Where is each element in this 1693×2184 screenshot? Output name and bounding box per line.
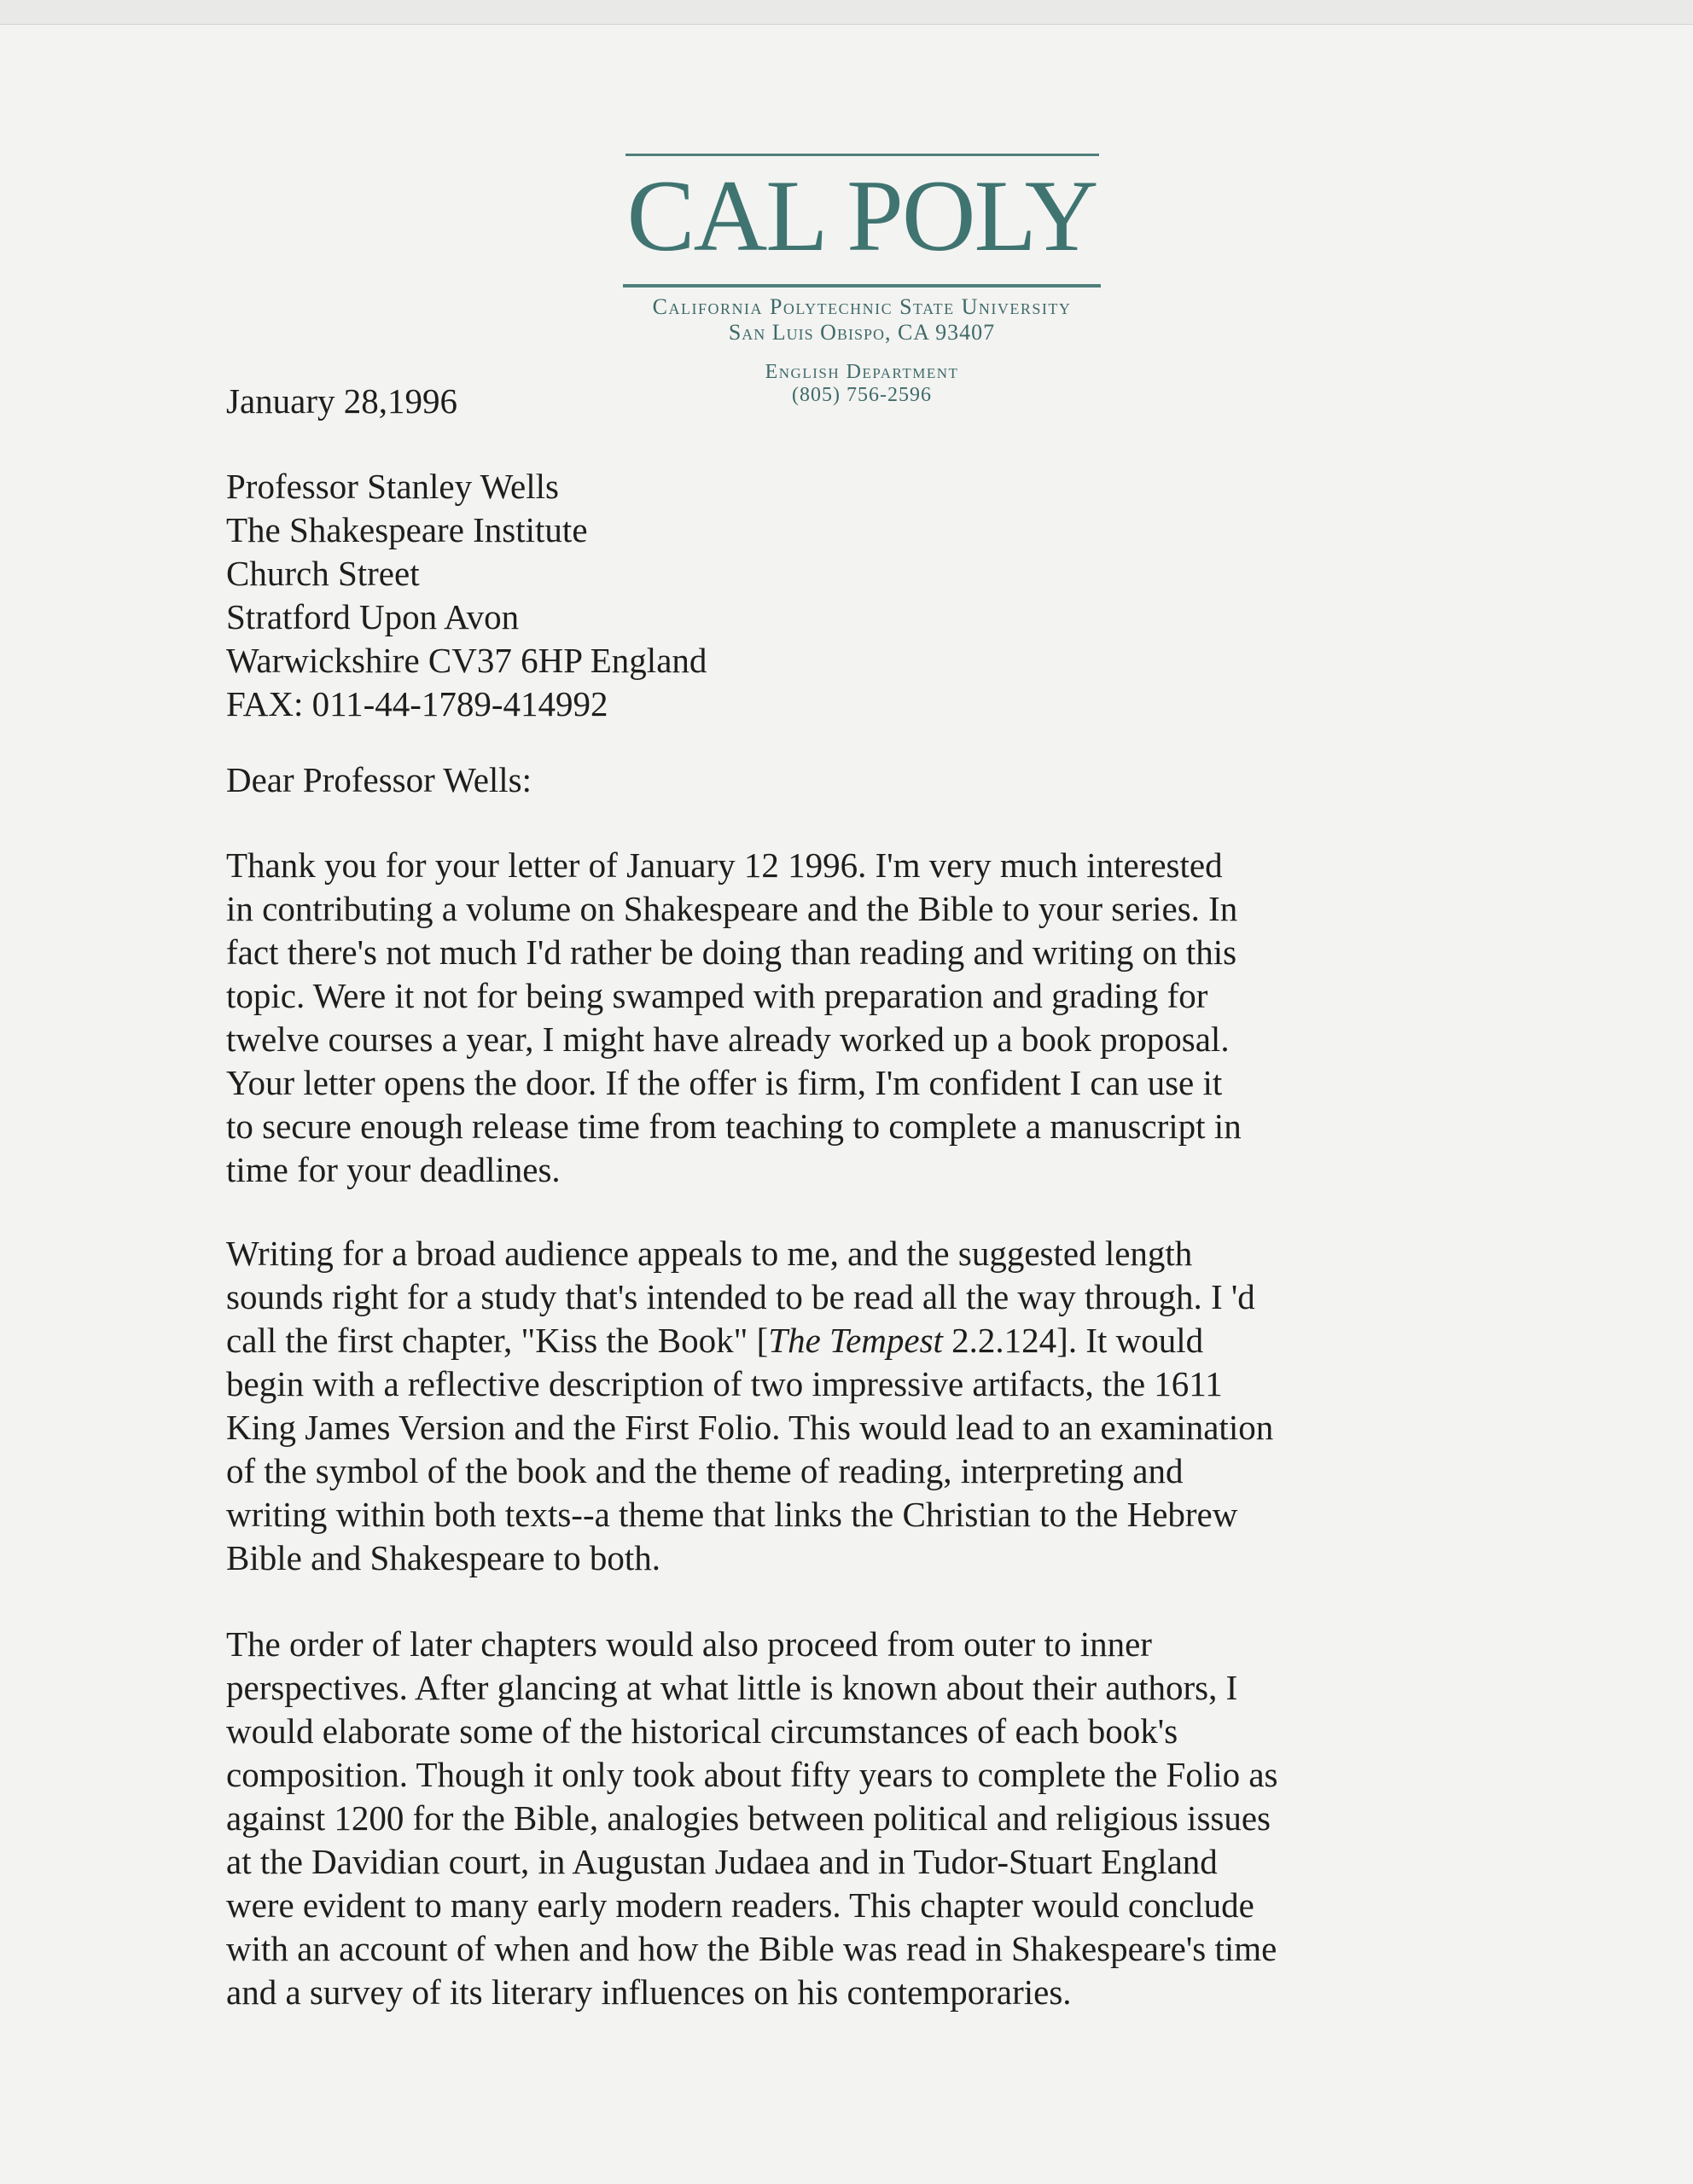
- department-name: English Department: [765, 361, 959, 383]
- recipient-line: FAX: 011-44-1789-414992: [226, 684, 608, 723]
- paragraph-line: King James Version and the First Folio. This would lead to an examination: [226, 1408, 1274, 1447]
- paragraph-line: at the Davidian court, in Augustan Judaea and in Tudor-Stuart England: [226, 1842, 1218, 1881]
- paragraph-line: twelve courses a year, I might have already worked up a book proposal.: [226, 1019, 1230, 1059]
- paragraph-line: perspectives. After glancing at what little is known about their authors, I: [226, 1668, 1238, 1707]
- paragraph-line: writing within both texts--a theme that links the Christian to the Hebrew: [226, 1495, 1238, 1534]
- paragraph-line: Thank you for your letter of January 12 1996. I'm very much interested: [226, 845, 1223, 885]
- paragraph-line: [226, 1319, 1273, 1362]
- paragraph-line: would elaborate some of the historical circumstances of each book's: [226, 1711, 1178, 1751]
- paragraph-line: fact there's not much I'd rather be doing than reading and writing on this: [226, 932, 1237, 972]
- recipient-line: Warwickshire CV37 6HP England: [226, 641, 707, 680]
- paragraph-line: composition. Though it only took about fifty years to complete the Folio as: [226, 1755, 1278, 1794]
- paragraph-3: [226, 1623, 1278, 2014]
- recipient-line: Church Street: [226, 554, 420, 593]
- paragraph-line: sounds right for a study that's intended to be read all the way through. I 'd: [226, 1277, 1255, 1316]
- letterhead-bottom-rule: [623, 284, 1101, 288]
- play-title: The Tempest: [768, 1321, 943, 1360]
- paragraph-line: with an account of when and how the Bible was read in Shakespeare's time: [226, 1929, 1277, 1968]
- paragraph-line: against 1200 for the Bible, analogies between political and religious issues: [226, 1798, 1271, 1838]
- recipient-line: Stratford Upon Avon: [226, 597, 520, 636]
- paragraph-line: and a survey of its literary influences on his contemporaries.: [226, 1972, 1072, 2012]
- letter-date: January 28,1996: [226, 381, 458, 421]
- paragraph-text: 2.2.124]. It would: [942, 1321, 1204, 1360]
- paragraph-line: to secure enough release time from teaching to complete a manuscript in: [226, 1107, 1242, 1146]
- paragraph-line: in contributing a volume on Shakespeare and the Bible to your series. In: [226, 889, 1238, 928]
- recipient-line: The Shakespeare Institute: [226, 510, 588, 549]
- university-name: California Polytechnic State University: [652, 294, 1072, 319]
- paragraph-line: The order of later chapters would also proceed from outer to inner: [226, 1624, 1152, 1664]
- recipient-address: [226, 465, 707, 726]
- university-address: San Luis Obispo, CA 93407: [728, 320, 996, 345]
- paragraph-2: [226, 1232, 1273, 1580]
- paragraph-line: Writing for a broad audience appeals to me, and the suggested length: [226, 1234, 1193, 1273]
- paragraph-line: Bible and Shakespeare to both.: [226, 1538, 660, 1577]
- paragraph-line: Your letter opens the door. If the offer is firm, I'm confident I can use it: [226, 1063, 1223, 1102]
- cal-poly-logo: CAL POLY: [626, 159, 1097, 272]
- paragraph-line: time for your deadlines.: [226, 1150, 561, 1189]
- department-phone: (805) 756-2596: [792, 384, 932, 406]
- scan-top-edge: [0, 0, 1693, 25]
- paragraph-line: of the symbol of the book and the theme of reading, interpreting and: [226, 1451, 1184, 1490]
- recipient-line: Professor Stanley Wells: [226, 467, 559, 506]
- paragraph-line: begin with a reflective description of two impressive artifacts, the 1611: [226, 1364, 1223, 1403]
- salutation: Dear Professor Wells:: [226, 760, 532, 799]
- paragraph-line: topic. Were it not for being swamped with preparation and grading for: [226, 976, 1208, 1015]
- letterhead: [623, 154, 1101, 407]
- paragraph-line: were evident to many early modern readers. This chapter would conclude: [226, 1885, 1254, 1925]
- paragraph-1: [226, 844, 1242, 1192]
- paragraph-text: call the first chapter, "Kiss the Book" [: [226, 1321, 769, 1360]
